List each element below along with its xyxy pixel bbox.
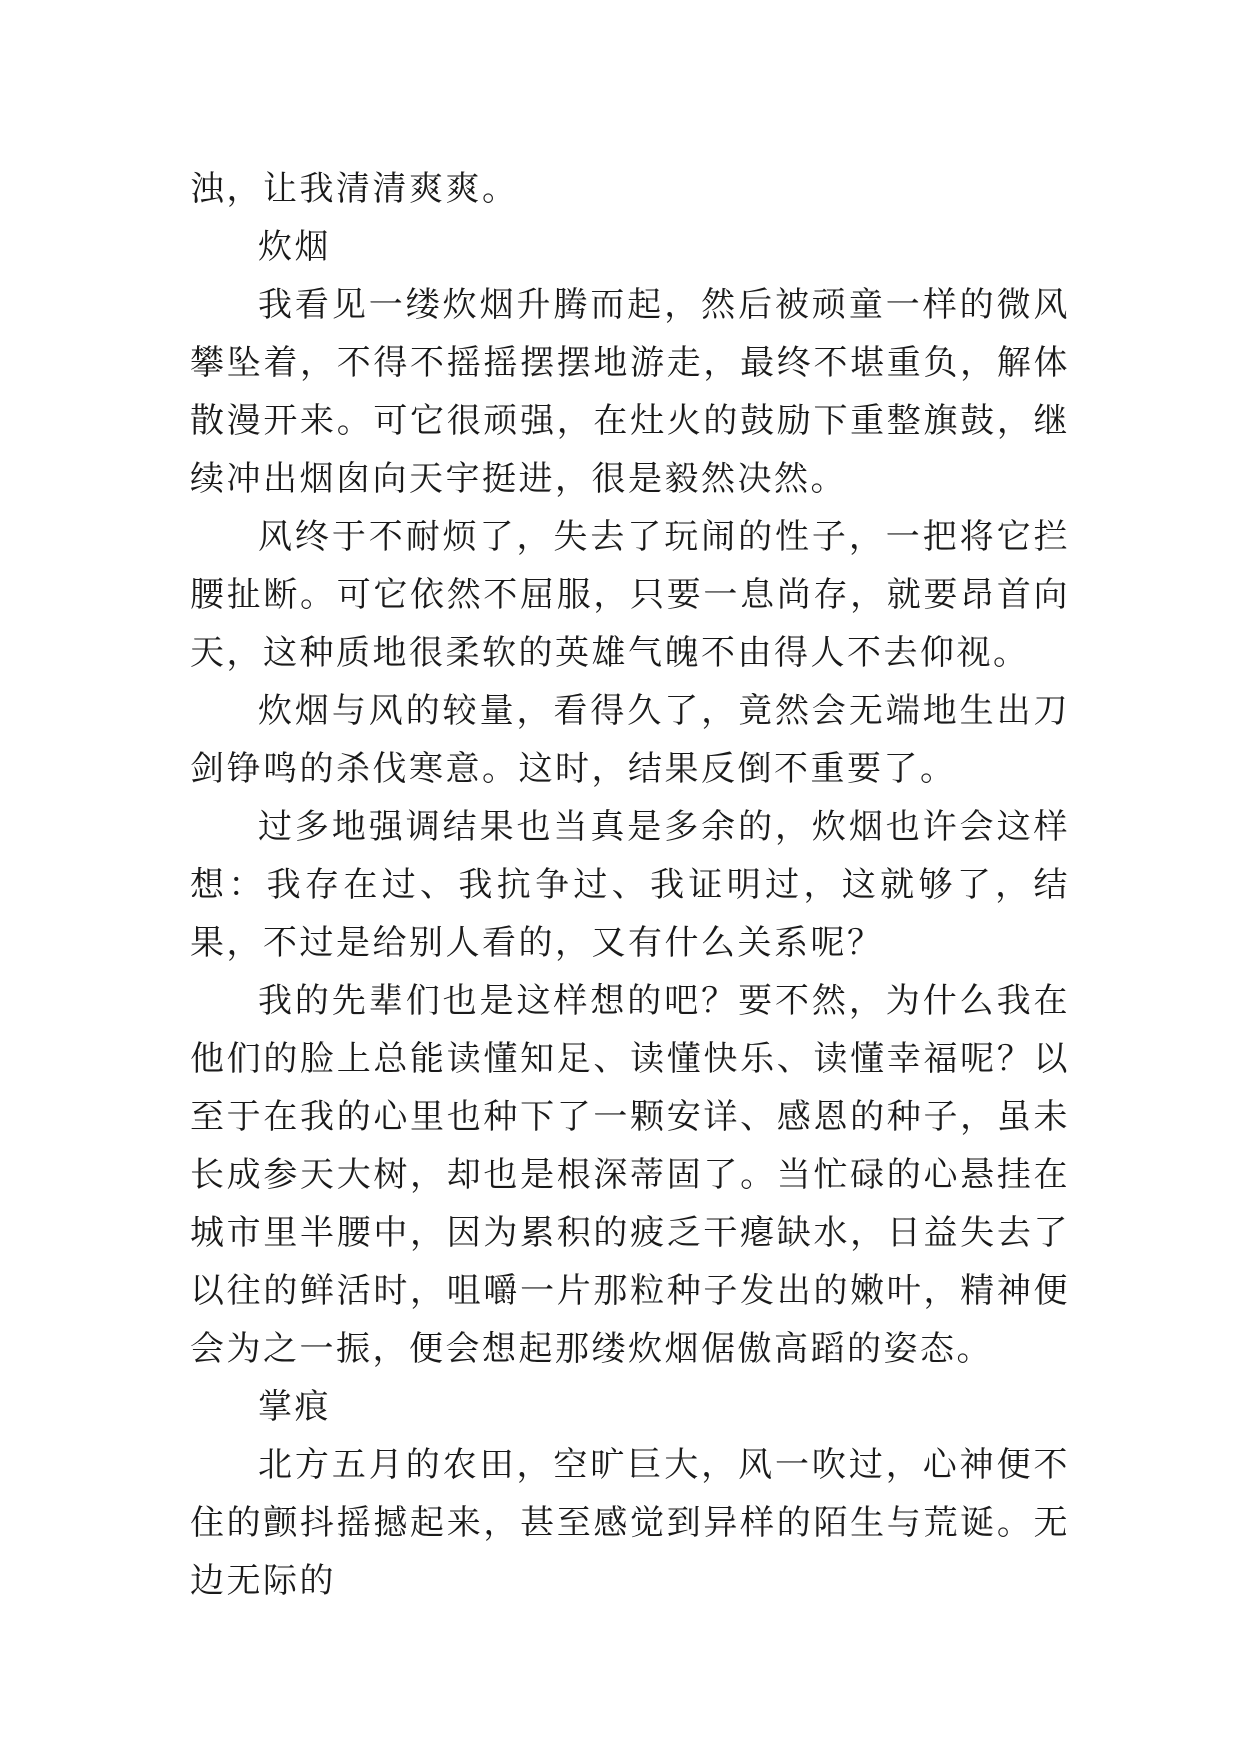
- paragraph: 风终于不耐烦了，失去了玩闹的性子，一把将它拦腰扯断。可它依然不屈服，只要一息尚存，就要昂首向天，这种质地很柔软的英雄气魄不由得人不去仰视。: [190, 517, 1070, 673]
- paragraph: 我看见一缕炊烟升腾而起，然后被顽童一样的微风攀坠着，不得不摇摇摆摆地游走，最终不堪重负，解体散漫开来。可它很顽强，在灶火的鼓励下重整旗鼓，继续冲出烟囱向天宇挺进，很是毅然决然。: [190, 285, 1070, 499]
- paragraph: 我的先辈们也是这样想的吧？要不然，为什么我在他们的脸上总能读懂知足、读懂快乐、读懂幸福呢？以至于在我的心里也种下了一颗安详、感恩的种子，虽未长成参天大树，却也是根深蒂固了。当忙碌的心悬挂在城市里半腰中，因为累积的疲乏干瘪缺水，日益失去了以往的鲜活时，咀嚼一片那粒种子发出的嫩叶，精神便会为之一振，便会想起那缕炊烟倨傲高蹈的姿态。: [190, 981, 1070, 1369]
- section-heading-chuiyan: 炊烟: [258, 227, 331, 267]
- paragraph: 北方五月的农田，空旷巨大，风一吹过，心神便不住的颤抖摇撼起来，甚至感觉到异样的陌生与荒诞。无边无际的: [190, 1445, 1070, 1601]
- section-heading-zhanghen: 掌痕: [258, 1387, 331, 1427]
- paragraph-continuation: 浊，让我清清爽爽。: [190, 169, 519, 209]
- paragraph: 过多地强调结果也当真是多余的，炊烟也许会这样想：我存在过、我抗争过、我证明过，这就够了，结果，不过是给别人看的，又有什么关系呢？: [190, 807, 1070, 963]
- paragraph: 炊烟与风的较量，看得久了，竟然会无端地生出刀剑铮鸣的杀伐寒意。这时，结果反倒不重要了。: [190, 691, 1070, 789]
- document-body: [190, 160, 1070, 1610]
